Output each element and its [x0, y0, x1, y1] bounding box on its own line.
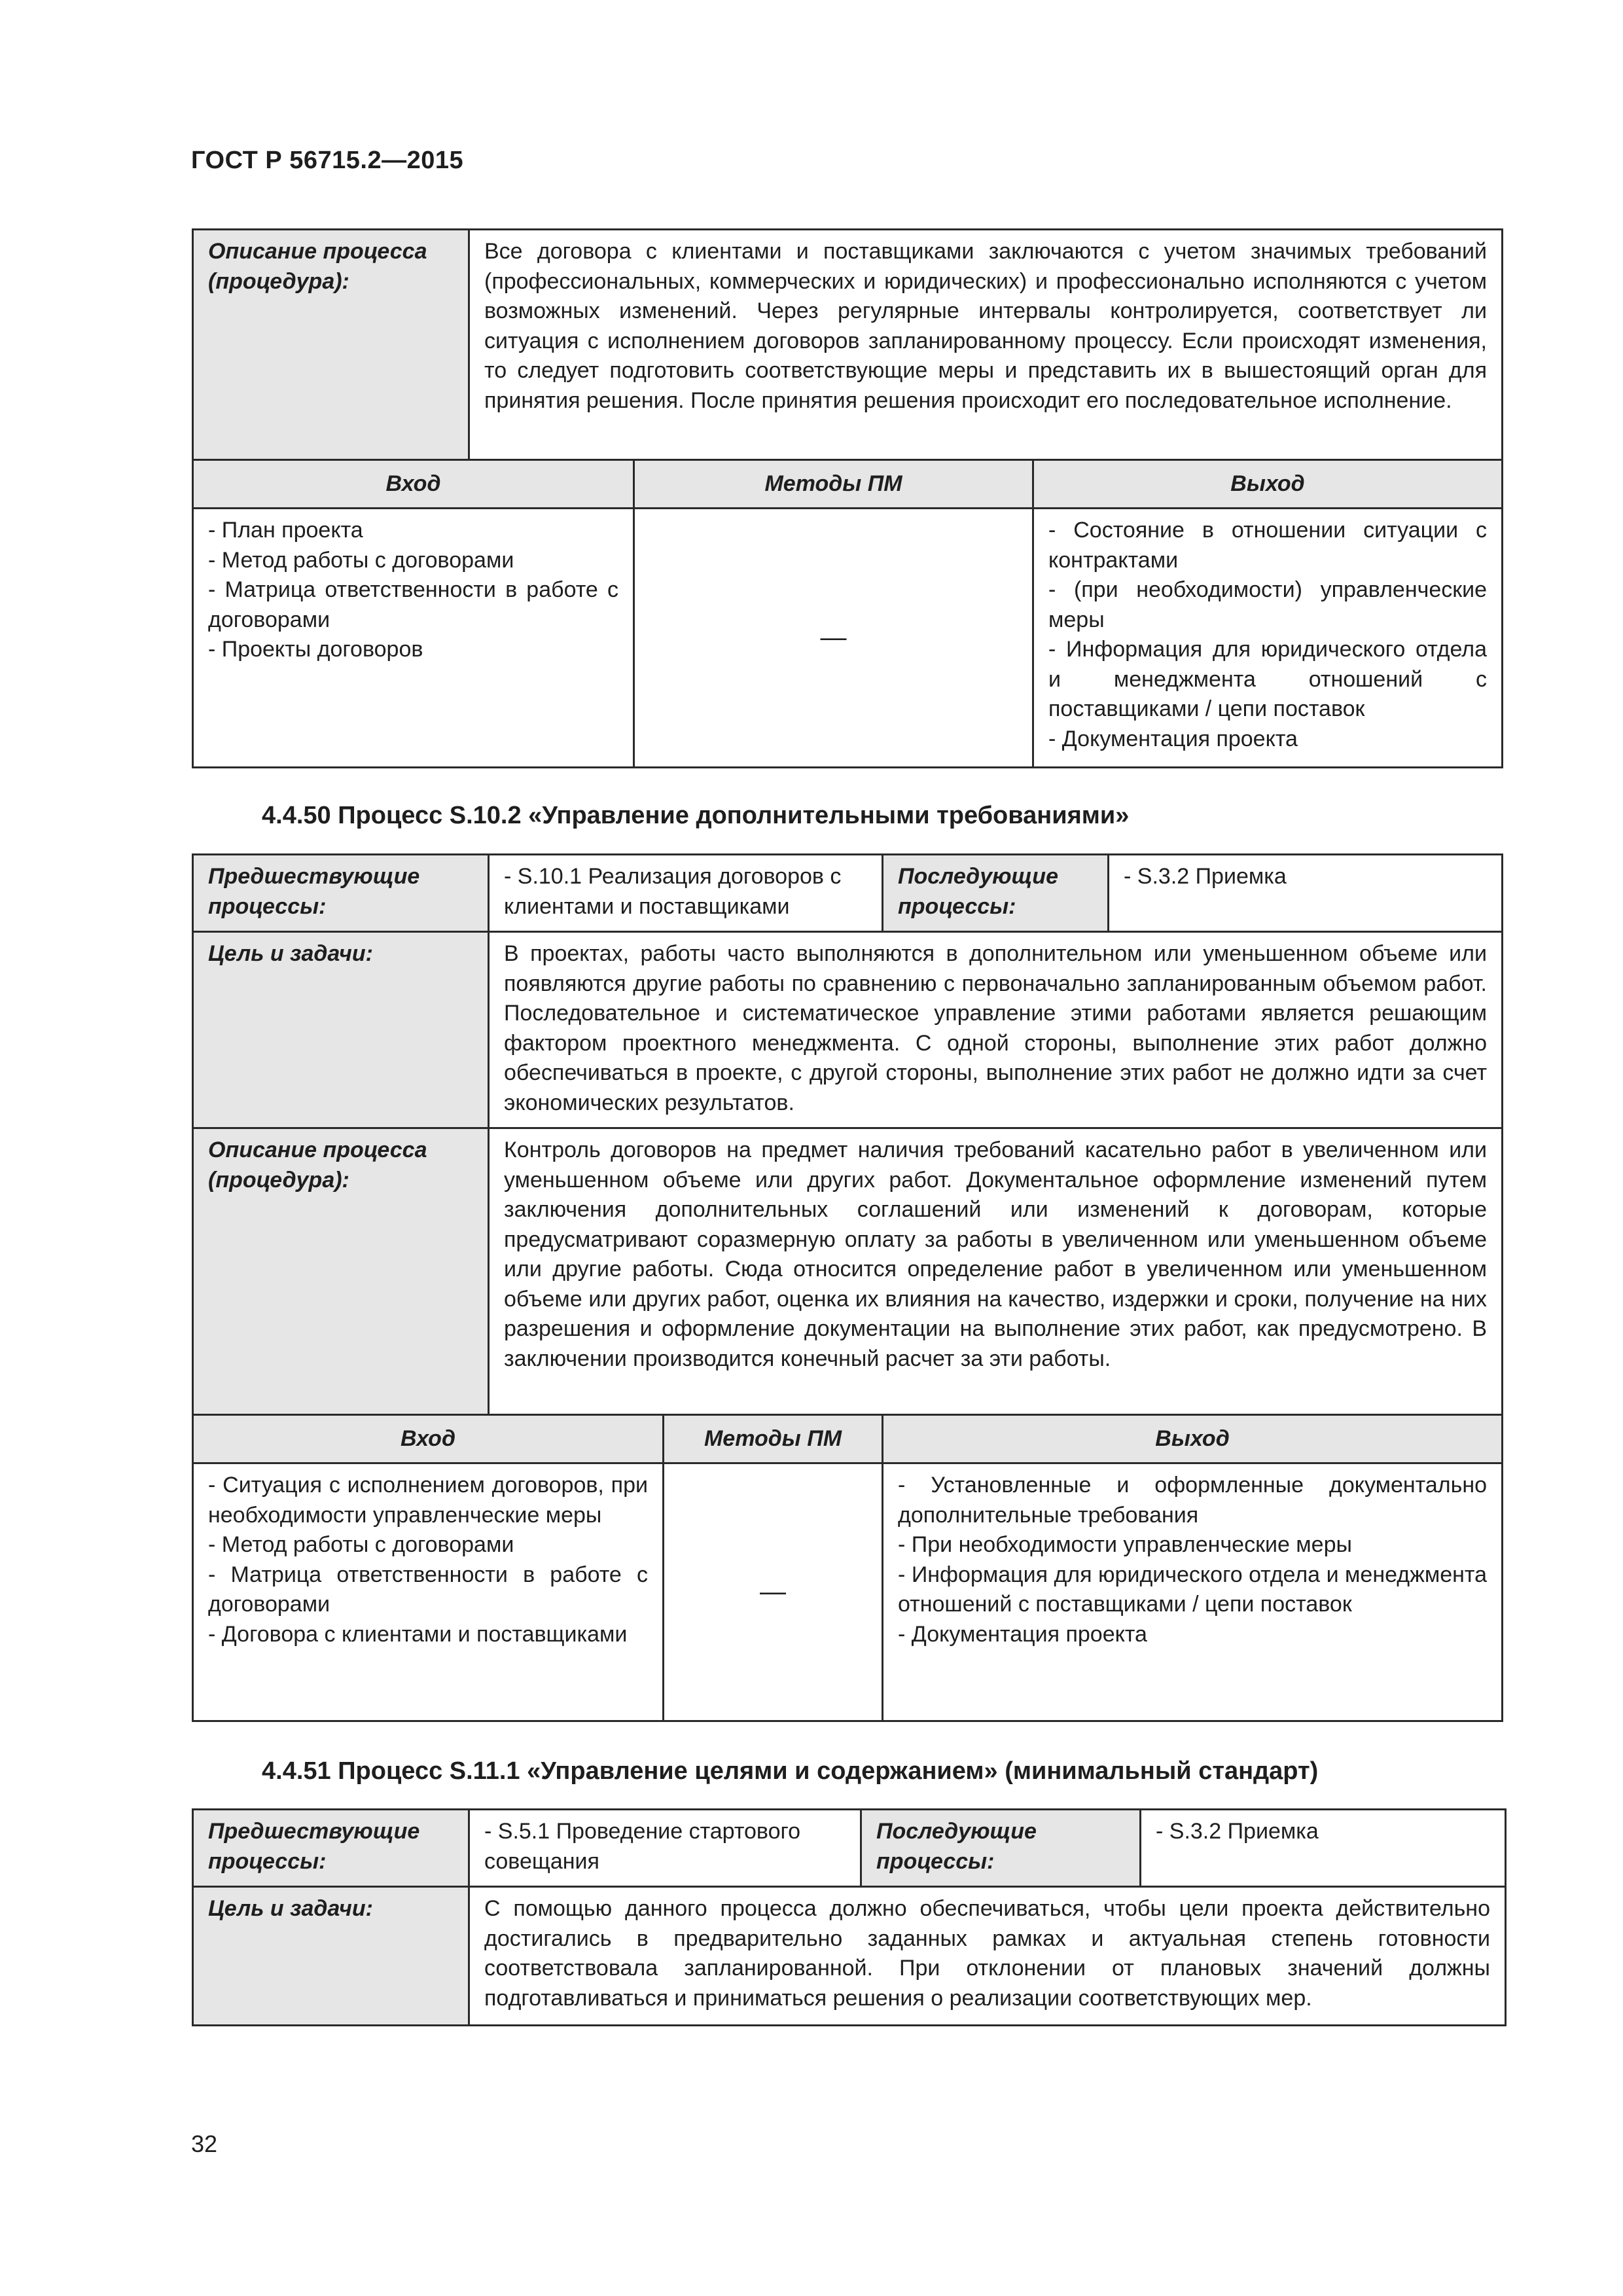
document-header: ГОСТ Р 56715.2—2015 — [191, 147, 464, 174]
output-item: - При необходимости управленческие меры — [898, 1532, 1352, 1557]
input-item: - Проекты договоров — [208, 637, 423, 662]
process-table-s11-1 — [192, 1808, 1507, 2026]
column-header-input: Вход — [193, 1415, 664, 1463]
column-header-output: Выход — [883, 1415, 1503, 1463]
methods-cell: — — [664, 1463, 883, 1721]
input-item: - Матрица ответственности в работе с договорами — [208, 577, 618, 632]
previous-processes-label: Предшествующие процессы: — [193, 1810, 469, 1887]
previous-processes-value: - S.5.1 Проведение стартового совещания — [469, 1810, 861, 1887]
section-title-4-4-51: 4.4.51 Процесс S.11.1 «Управление целями и содержанием» (минимальный стандарт) — [262, 1757, 1319, 1785]
column-header-methods: Методы ПМ — [634, 460, 1033, 509]
process-table-s10-1 — [192, 228, 1503, 768]
previous-processes-value: - S.10.1 Реализация договоров с клиентами и поставщиками — [489, 855, 883, 932]
goals-text: С помощью данного процесса должно обеспечиваться, чтобы цели проекта действительно достигались в предварительно заданных рамках и актуальная степень готовности соответствовала запланированной. При отклонении от плановых значений должны подготавливаться и приниматься решения о реализации соответствующих мер. — [469, 1887, 1506, 2026]
input-item: - Матрица ответственности в работе с договорами — [208, 1562, 648, 1617]
process-table-s10-2 — [192, 853, 1503, 1722]
column-header-output: Выход — [1033, 460, 1503, 509]
next-processes-label: Последующие процессы: — [883, 855, 1109, 932]
column-header-methods: Методы ПМ — [664, 1415, 883, 1463]
input-item: - Метод работы с договорами — [208, 1532, 514, 1557]
description-text: Контроль договоров на предмет наличия требований касательно работ в увеличенном или уменьшенном объеме или других работ. Документальное оформление изменений путем заключения дополнительных соглашений или изменений к договорам, которые предусматривают соразмерную оплату за работы в увеличенном или уменьшенном объеме или другие работы. Сюда относится определение работ в увеличенном или уменьшенном объеме или других работ, оценка их влияния на качество, издержки и сроки, получение на них разрешения и оформление документации на выполнение этих работ, как предусмотрено. В заключении производится конечный расчет за эти работы. — [489, 1128, 1503, 1415]
page-number: 32 — [191, 2130, 218, 2157]
inputs-cell — [193, 1463, 664, 1721]
column-header-input: Вход — [193, 460, 634, 509]
description-label: Описание процесса (процедура): — [193, 230, 469, 460]
description-label: Описание процесса (процедура): — [193, 1128, 489, 1415]
input-item: - Метод работы с договорами — [208, 547, 514, 573]
output-item: - Состояние в отношении ситуации с контрактами — [1048, 518, 1487, 573]
input-item: - Ситуация с исполнением договоров, при необходимости управленческие меры — [208, 1473, 648, 1528]
goals-label: Цель и задачи: — [193, 1887, 469, 2026]
output-item: - Установленные и оформленные документально дополнительные требования — [898, 1473, 1488, 1528]
input-item: - План проекта — [208, 518, 363, 543]
input-item: - Договора с клиентами и поставщиками — [208, 1621, 628, 1647]
inputs-cell — [193, 509, 634, 768]
next-processes-value: - S.3.2 Приемка — [1109, 855, 1503, 932]
section-title-4-4-50: 4.4.50 Процесс S.10.2 «Управление дополнительными требованиями» — [262, 802, 1130, 829]
output-item: - Документация проекта — [898, 1621, 1147, 1647]
output-item: - (при необходимости) управленческие меры — [1048, 577, 1487, 632]
outputs-cell — [883, 1463, 1503, 1721]
next-processes-label: Последующие процессы: — [861, 1810, 1141, 1887]
goals-label: Цель и задачи: — [193, 932, 489, 1128]
output-item: - Документация проекта — [1048, 726, 1298, 751]
previous-processes-label: Предшествующие процессы: — [193, 855, 489, 932]
outputs-cell — [1033, 509, 1503, 768]
output-item: - Информация для юридического отдела и менеджмента отношений с поставщиками / цепи поставок — [1048, 637, 1487, 721]
goals-text: В проектах, работы часто выполняются в дополнительном или уменьшенном объеме или появляются другие работы по сравнению с первоначально запланированным объемом работ. Последовательное и систематическое управление этими работами является решающим фактором проектного менеджмента. С одной стороны, выполнение этих работ должно обеспечиваться в проекте, с другой стороны, выполнение этих работ не должно идти за счет экономических результатов. — [489, 932, 1503, 1128]
next-processes-value: - S.3.2 Приемка — [1141, 1810, 1506, 1887]
description-text: Все договора с клиентами и поставщиками заключаются с учетом значимых требований (профессиональных, коммерческих и юридических) и профессионально исполняются с учетом возможных изменений. Через регулярные интервалы контролируется, соответствует ли ситуация с исполнением договоров запланированному процессу. Если происходят изменения, то следует подготовить соответствующие меры и представить их в вышестоящий орган для принятия решения. После принятия решения происходит его последовательное исполнение. — [469, 230, 1503, 460]
methods-cell: — — [634, 509, 1033, 768]
output-item: - Информация для юридического отдела и менеджмента отношений с поставщиками / цепи поставок — [898, 1562, 1488, 1617]
